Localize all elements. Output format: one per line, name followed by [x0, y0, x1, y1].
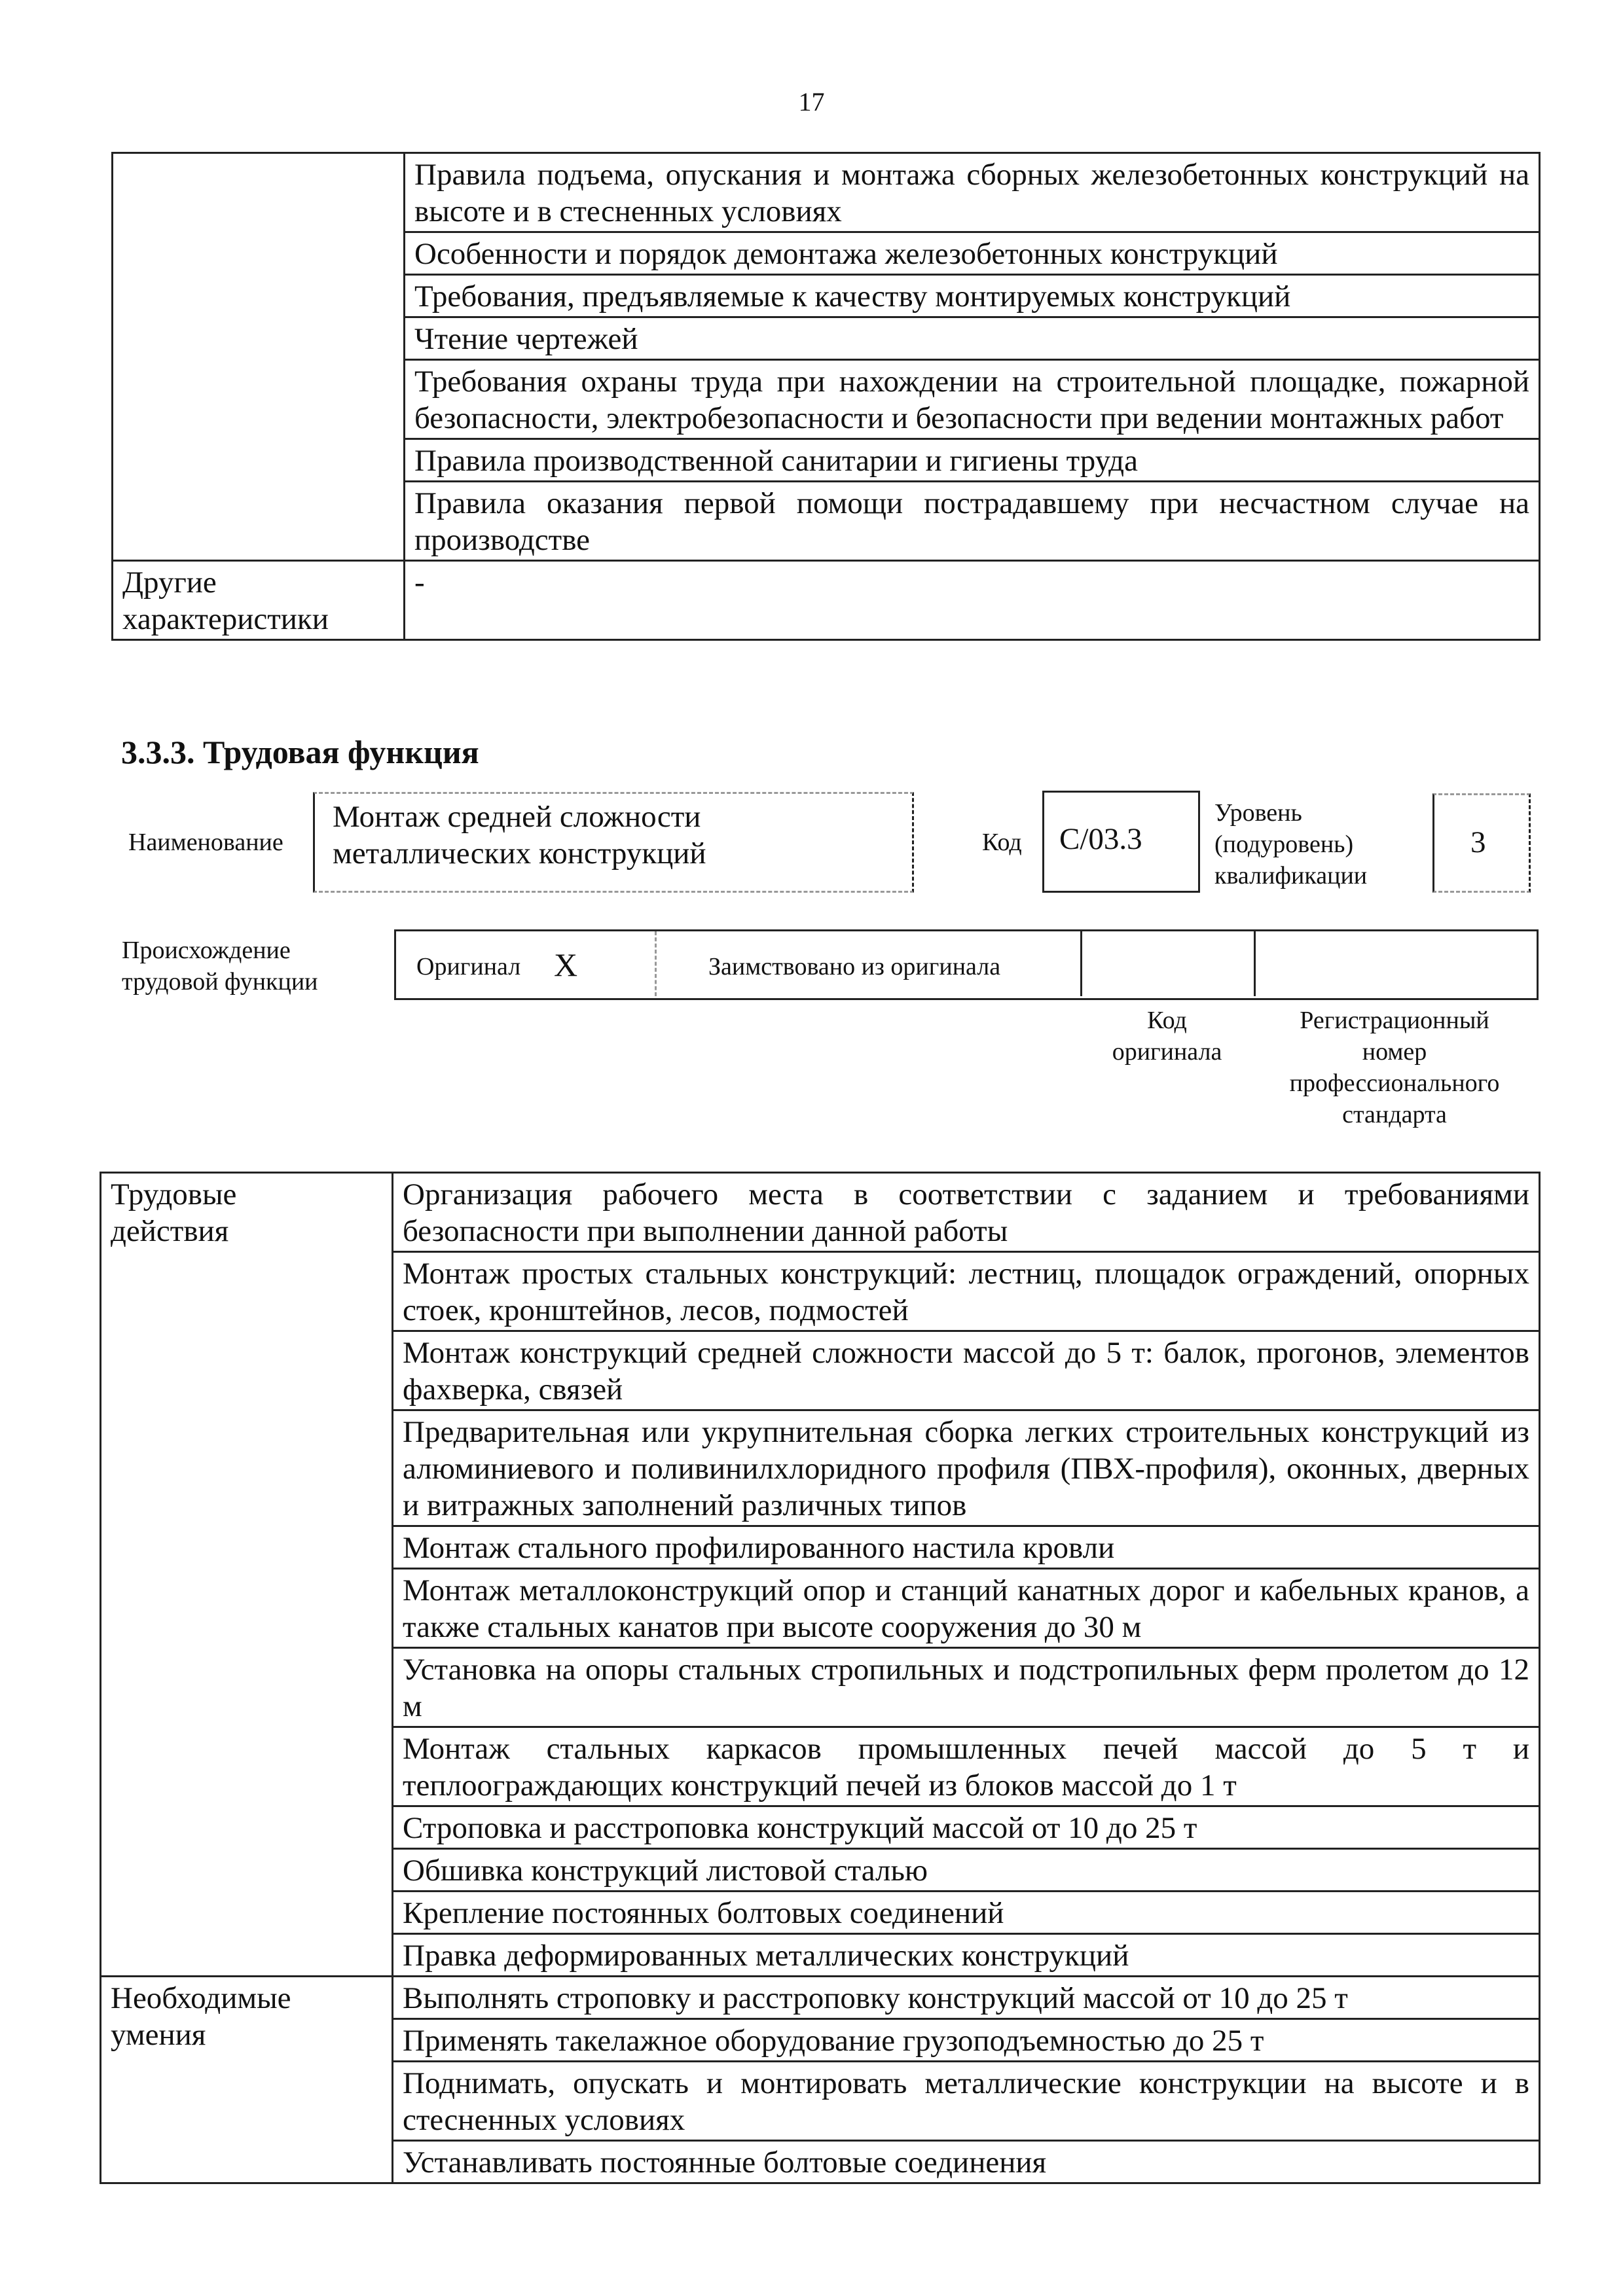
origin-divider — [1254, 931, 1256, 996]
table-cell: Особенности и порядок демонтажа железобетонных конструкций — [405, 232, 1540, 275]
reg-number-line3: профессионального — [1289, 1069, 1500, 1097]
origin-divider — [655, 931, 657, 996]
table-cell: Поднимать, опускать и монтировать металлические конструкции на высоте и в стесненных условиях — [393, 2062, 1540, 2141]
code-original-line2: оригинала — [1112, 1038, 1222, 1066]
reg-number-line1: Регистрационный — [1300, 1007, 1489, 1034]
table-cell: Монтаж стальных каркасов промышленных печей массой до 5 т и теплоограждающих конструкций печей из блоков массой до 1 т — [393, 1727, 1540, 1806]
table-cell: Чтение чертежей — [405, 317, 1540, 360]
other-characteristics-value: - — [405, 561, 1540, 640]
table-row — [113, 153, 1540, 232]
table-cell: Монтаж стального профилированного настила кровли — [393, 1526, 1540, 1569]
labor-actions-label — [101, 1173, 393, 1977]
page-number: 17 — [798, 87, 825, 117]
skills-label-line2: умения — [111, 2018, 206, 2052]
table-cell: Монтаж металлоконструкций опор и станций канатных дорог и кабельных кранов, а также стальных канатов при высоте сооружения до 30 м — [393, 1569, 1540, 1648]
table-cell: Установка на опоры стальных стропильных и подстропильных ферм пролетом до 12 м — [393, 1648, 1540, 1727]
labor-actions-label-line1: Трудовые — [111, 1177, 237, 1211]
level-value: 3 — [1470, 825, 1486, 859]
reg-number-line2: номер — [1362, 1038, 1427, 1066]
section-title: 3.3.3. Трудовая функция — [121, 734, 479, 770]
table-row — [101, 1173, 1540, 1252]
table-label-cell — [113, 153, 405, 561]
table-row — [101, 1977, 1540, 2019]
origin-label-line1: Происхождение — [122, 937, 291, 964]
table-cell: Требования охраны труда при нахождении на строительной площадке, пожарной безопасности, электробезопасности и безопасности при ведении монтажных работ — [405, 360, 1540, 439]
level-label-line2: (подуровень) — [1214, 831, 1354, 858]
name-label: Наименование — [128, 829, 283, 856]
origin-divider — [1080, 931, 1082, 996]
table-cell: Монтаж простых стальных конструкций: лестниц, площадок ограждений, опорных стоек, кронштейнов, лесов, подмостей — [393, 1252, 1540, 1331]
table-cell: Правила подъема, опускания и монтажа сборных железобетонных конструкций на высоте и в стесненных условиях — [405, 153, 1540, 232]
knowledge-table — [111, 152, 1541, 641]
table-cell: Монтаж конструкций средней сложности массой до 5 т: балок, прогонов, элементов фахверка, связей — [393, 1331, 1540, 1410]
table-cell: Правила производственной санитарии и гигиены труда — [405, 439, 1540, 482]
table-cell: Требования, предъявляемые к качеству монтируемых конструкций — [405, 275, 1540, 317]
table-cell: Выполнять строповку и расстроповку конструкций массой от 10 до 25 т — [393, 1977, 1540, 2019]
table-cell: Обшивка конструкций листовой сталью — [393, 1849, 1540, 1892]
table-cell: Организация рабочего места в соответствии с заданием и требованиями безопасности при выполнении данной работы — [393, 1173, 1540, 1252]
table-cell: Правка деформированных металлических конструкций — [393, 1934, 1540, 1977]
original-mark: X — [554, 946, 578, 983]
other-characteristics-label: Другие характеристики — [113, 561, 405, 640]
code-value: С/03.3 — [1059, 822, 1142, 856]
skills-label-line1: Необходимые — [111, 1981, 291, 2015]
table-cell: Крепление постоянных болтовых соединений — [393, 1892, 1540, 1934]
name-value — [333, 798, 706, 872]
table-row — [113, 561, 1540, 640]
table-cell: Строповка и расстроповка конструкций массой от 10 до 25 т — [393, 1806, 1540, 1849]
labor-actions-label-line2: действия — [111, 1214, 229, 1248]
reg-number-line4: стандарта — [1342, 1101, 1447, 1128]
name-value-line1: Монтаж средней сложности — [333, 800, 701, 834]
table-cell: Устанавливать постоянные болтовые соединения — [393, 2141, 1540, 2183]
original-label: Оригинал — [416, 953, 521, 980]
name-value-line2: металлических конструкций — [333, 836, 706, 870]
table-cell: Применять такелажное оборудование грузоподъемностью до 25 т — [393, 2019, 1540, 2062]
code-original-caption — [1080, 1005, 1254, 1067]
level-label-line3: квалификации — [1214, 862, 1368, 889]
labor-actions-table — [100, 1172, 1541, 2184]
skills-label — [101, 1977, 393, 2183]
table-cell: Предварительная или укрупнительная сборка легких строительных конструкций из алюминиевого и поливинилхлоридного профиля (ПВХ-профиля), оконных, дверных и витражных заполнений различных типов — [393, 1410, 1540, 1526]
level-label-line1: Уровень — [1214, 799, 1302, 827]
borrowed-label: Заимствовано из оригинала — [708, 953, 1001, 980]
level-label — [1214, 797, 1367, 891]
origin-label — [122, 935, 318, 997]
reg-number-caption — [1254, 1005, 1535, 1130]
table-cell: Правила оказания первой помощи пострадавшему при несчастном случае на производстве — [405, 482, 1540, 561]
code-label: Код — [982, 829, 1022, 856]
code-original-line1: Код — [1147, 1007, 1187, 1034]
origin-label-line2: трудовой функции — [122, 968, 318, 996]
